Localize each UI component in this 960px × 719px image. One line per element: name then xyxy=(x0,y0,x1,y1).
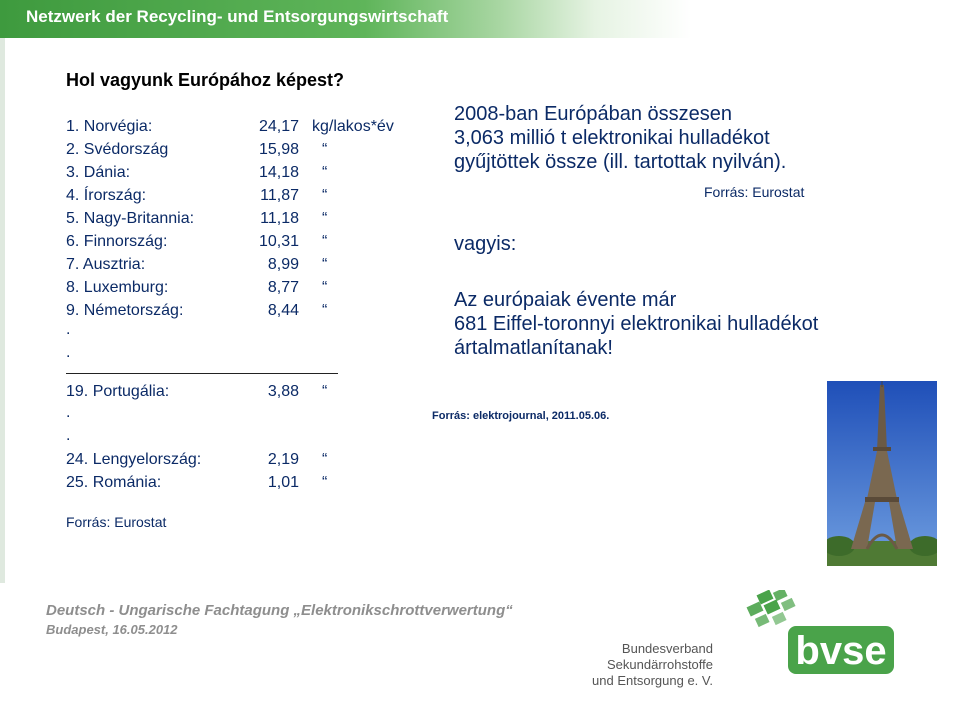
ditto-mark: “ xyxy=(322,210,328,227)
association-name xyxy=(553,641,713,689)
value: 3,88 xyxy=(267,383,299,400)
ditto-mark: “ xyxy=(322,383,328,400)
conclusion-paragraph xyxy=(454,288,818,360)
value: 10,31 xyxy=(258,233,299,250)
conclusion-line: ártalmatlanítanak! xyxy=(454,337,613,359)
unit-label: kg/lakos*év xyxy=(312,118,394,135)
value: 1,01 xyxy=(267,474,299,491)
value: 11,18 xyxy=(260,210,299,227)
ellipsis-dot: . xyxy=(66,404,71,421)
country-name: 19. Portugália: xyxy=(66,383,170,400)
country-name: 9. Németország: xyxy=(66,302,184,319)
value: 15,98 xyxy=(258,141,299,158)
ditto-mark: “ xyxy=(322,164,328,181)
header-title: Netzwerk der Recycling- und Entsorgungswirtschaft xyxy=(26,7,449,26)
country-name: 5. Nagy-Britannia: xyxy=(66,210,195,227)
ranking-row xyxy=(66,118,416,140)
ranking-row xyxy=(66,256,416,278)
eiffel-tower-photo xyxy=(827,381,937,566)
value: 2,19 xyxy=(267,451,299,468)
ranking-row xyxy=(66,383,416,405)
ellipsis-dot: . xyxy=(66,427,71,444)
conference-title: Deutsch - Ungarische Fachtagung „Elektronikschrottverwertung“ xyxy=(46,602,513,619)
association-line: Bundesverband Sekundärrohstoffe xyxy=(607,641,713,672)
ranking-row xyxy=(66,141,416,163)
value: 8,99 xyxy=(267,256,299,273)
value: 14,18 xyxy=(258,164,299,181)
header-band xyxy=(0,0,960,38)
ditto-mark: “ xyxy=(322,256,328,273)
ranking-row xyxy=(66,233,416,255)
country-name: 2. Svédország xyxy=(66,141,169,158)
country-name: 24. Lengyelország: xyxy=(66,451,202,468)
source-eurostat-right: Forrás: Eurostat xyxy=(704,184,805,200)
value: 24,17 xyxy=(258,118,299,135)
summary-paragraph xyxy=(454,102,786,174)
bvse-logo xyxy=(718,590,904,680)
ranking-row xyxy=(66,451,416,473)
country-name: 1. Norvégia: xyxy=(66,118,153,135)
ditto-mark: “ xyxy=(322,474,328,491)
ranking-row xyxy=(66,164,416,186)
value: 11,87 xyxy=(260,187,299,204)
source-elektrojournal: Forrás: elektrojournal, 2011.05.06. xyxy=(432,410,610,422)
source-eurostat-left: Forrás: Eurostat xyxy=(66,514,167,530)
ranking-row xyxy=(66,279,416,301)
ranking-row xyxy=(66,302,416,324)
country-name: 4. Írország: xyxy=(66,187,147,204)
conference-date: Budapest, 16.05.2012 xyxy=(46,622,178,637)
vagyis-label: vagyis: xyxy=(454,233,517,255)
ranking-row xyxy=(66,210,416,232)
summary-line: 3,063 millió t elektronikai hulladékot xyxy=(454,127,770,149)
country-name: 25. Románia: xyxy=(66,474,162,491)
slide-title: Hol vagyunk Európához képest? xyxy=(66,70,345,90)
ellipsis-dot: . xyxy=(66,344,71,361)
ditto-mark: “ xyxy=(322,302,328,319)
country-name: 3. Dánia: xyxy=(66,164,131,181)
ditto-mark: “ xyxy=(322,187,328,204)
ditto-mark: “ xyxy=(322,233,328,250)
association-line: und Entsorgung e. V. xyxy=(592,673,713,688)
ranking-row xyxy=(66,474,416,496)
country-name: 6. Finnország: xyxy=(66,233,168,250)
ellipsis-dot: . xyxy=(66,321,71,338)
logo-text: bvse xyxy=(795,629,887,673)
separator-line xyxy=(66,373,338,374)
value: 8,77 xyxy=(267,279,299,296)
conclusion-line: Az európaiak évente már xyxy=(454,289,677,311)
ditto-mark: “ xyxy=(322,141,328,158)
country-name: 7. Ausztria: xyxy=(66,256,146,273)
country-name: 8. Luxemburg: xyxy=(66,279,169,296)
summary-line: gyűjtöttek össze (ill. tartottak nyilván). xyxy=(454,151,787,173)
conclusion-line: 681 Eiffel-toronnyi elektronikai hulladékot xyxy=(454,313,819,335)
ditto-mark: “ xyxy=(322,279,328,296)
ditto-mark: “ xyxy=(322,451,328,468)
ranking-row xyxy=(66,187,416,209)
summary-line: 2008-ban Európában összesen xyxy=(454,103,732,125)
value: 8,44 xyxy=(267,302,299,319)
